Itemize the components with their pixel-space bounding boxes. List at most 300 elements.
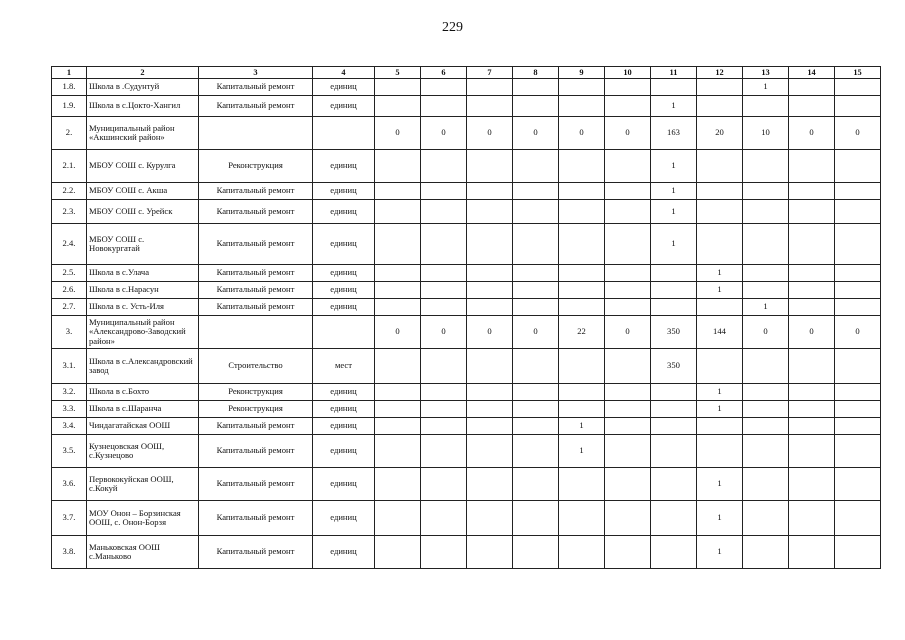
value-cell — [513, 224, 559, 265]
row-number: 2.2. — [52, 183, 87, 200]
value-cell — [835, 224, 881, 265]
value-cell: 1 — [743, 79, 789, 96]
value-cell — [743, 468, 789, 501]
unit: единиц — [313, 200, 375, 224]
value-cell — [375, 435, 421, 468]
value-cell: 1 — [697, 536, 743, 569]
row-number: 2.3. — [52, 200, 87, 224]
value-cell — [835, 349, 881, 384]
value-cell — [605, 183, 651, 200]
value-cell — [789, 265, 835, 282]
unit: единиц — [313, 435, 375, 468]
value-cell: 1 — [697, 282, 743, 299]
row-number: 3. — [52, 316, 87, 349]
value-cell — [743, 224, 789, 265]
row-number: 3.4. — [52, 418, 87, 435]
value-cell — [421, 536, 467, 569]
value-cell — [513, 468, 559, 501]
value-cell — [421, 282, 467, 299]
column-header: 13 — [743, 67, 789, 79]
value-cell — [467, 299, 513, 316]
value-cell — [651, 501, 697, 536]
unit — [313, 117, 375, 150]
value-cell — [697, 349, 743, 384]
value-cell — [467, 282, 513, 299]
unit: единиц — [313, 384, 375, 401]
value-cell: 1 — [743, 299, 789, 316]
value-cell — [375, 150, 421, 183]
value-cell — [559, 224, 605, 265]
value-cell — [789, 200, 835, 224]
unit: мест — [313, 349, 375, 384]
value-cell: 1 — [697, 401, 743, 418]
value-cell — [375, 501, 421, 536]
value-cell: 20 — [697, 117, 743, 150]
value-cell — [605, 501, 651, 536]
value-cell — [467, 435, 513, 468]
value-cell: 1 — [559, 418, 605, 435]
value-cell — [697, 418, 743, 435]
value-cell — [789, 468, 835, 501]
value-cell — [651, 468, 697, 501]
value-cell — [743, 401, 789, 418]
value-cell — [605, 224, 651, 265]
data-table — [51, 66, 881, 569]
value-cell — [743, 418, 789, 435]
value-cell — [559, 468, 605, 501]
value-cell — [605, 299, 651, 316]
object-name: Маньковская ООШ с.Маньково — [87, 536, 199, 569]
column-header: 2 — [87, 67, 199, 79]
value-cell: 0 — [421, 117, 467, 150]
value-cell — [559, 150, 605, 183]
table-row — [52, 265, 881, 282]
column-header: 6 — [421, 67, 467, 79]
unit: единиц — [313, 418, 375, 435]
object-name: МБОУ СОШ с. Курулга — [87, 150, 199, 183]
value-cell — [835, 401, 881, 418]
value-cell — [513, 79, 559, 96]
value-cell — [467, 536, 513, 569]
object-name: Школа в с.Александровский завод — [87, 349, 199, 384]
table-row — [52, 418, 881, 435]
value-cell — [605, 349, 651, 384]
value-cell — [789, 501, 835, 536]
value-cell: 1 — [697, 384, 743, 401]
value-cell — [559, 200, 605, 224]
value-cell: 1 — [651, 224, 697, 265]
value-cell — [605, 384, 651, 401]
value-cell — [697, 200, 743, 224]
unit: единиц — [313, 501, 375, 536]
column-header: 9 — [559, 67, 605, 79]
column-header: 11 — [651, 67, 697, 79]
table-row — [52, 401, 881, 418]
work-type: Капитальный ремонт — [199, 265, 313, 282]
value-cell — [559, 349, 605, 384]
value-cell — [421, 384, 467, 401]
value-cell: 0 — [513, 316, 559, 349]
object-name: Кузнецовская ООШ, с.Кузнецово — [87, 435, 199, 468]
value-cell — [835, 200, 881, 224]
value-cell — [605, 150, 651, 183]
column-header: 7 — [467, 67, 513, 79]
value-cell — [789, 384, 835, 401]
unit: единиц — [313, 79, 375, 96]
table-row — [52, 79, 881, 96]
object-name: Школа в с. Усть-Иля — [87, 299, 199, 316]
work-type — [199, 117, 313, 150]
value-cell — [559, 501, 605, 536]
value-cell — [697, 435, 743, 468]
object-name: МБОУ СОШ с. Новокургатай — [87, 224, 199, 265]
value-cell: 1 — [651, 150, 697, 183]
value-cell — [697, 183, 743, 200]
object-name: Школа в с.Улача — [87, 265, 199, 282]
value-cell — [789, 401, 835, 418]
row-number: 3.7. — [52, 501, 87, 536]
value-cell — [375, 418, 421, 435]
table-row — [52, 435, 881, 468]
value-cell — [467, 96, 513, 117]
object-name: Школа в с.Шаранча — [87, 401, 199, 418]
value-cell: 144 — [697, 316, 743, 349]
value-cell — [743, 536, 789, 569]
table-row — [52, 299, 881, 316]
unit: единиц — [313, 150, 375, 183]
value-cell — [513, 200, 559, 224]
work-type: Капитальный ремонт — [199, 224, 313, 265]
value-cell — [697, 299, 743, 316]
value-cell — [375, 224, 421, 265]
value-cell — [835, 435, 881, 468]
row-number: 2.1. — [52, 150, 87, 183]
value-cell — [375, 96, 421, 117]
value-cell — [467, 349, 513, 384]
value-cell — [789, 418, 835, 435]
table-row — [52, 224, 881, 265]
value-cell: 0 — [605, 316, 651, 349]
value-cell: 1 — [651, 96, 697, 117]
table-body — [52, 79, 881, 569]
value-cell — [421, 224, 467, 265]
value-cell — [421, 79, 467, 96]
value-cell — [743, 96, 789, 117]
value-cell — [605, 282, 651, 299]
value-cell — [743, 265, 789, 282]
value-cell: 163 — [651, 117, 697, 150]
table-row — [52, 384, 881, 401]
header-row — [52, 67, 881, 79]
value-cell — [743, 435, 789, 468]
value-cell — [421, 265, 467, 282]
column-header: 1 — [52, 67, 87, 79]
value-cell — [743, 200, 789, 224]
value-cell — [513, 349, 559, 384]
work-type: Реконструкция — [199, 384, 313, 401]
value-cell — [375, 282, 421, 299]
value-cell — [835, 150, 881, 183]
row-number: 2.4. — [52, 224, 87, 265]
value-cell — [467, 200, 513, 224]
value-cell — [513, 501, 559, 536]
unit: единиц — [313, 299, 375, 316]
value-cell — [697, 79, 743, 96]
work-type: Капитальный ремонт — [199, 282, 313, 299]
value-cell: 0 — [605, 117, 651, 150]
row-number: 3.1. — [52, 349, 87, 384]
value-cell — [559, 401, 605, 418]
column-header: 15 — [835, 67, 881, 79]
object-name: МБОУ СОШ с. Акша — [87, 183, 199, 200]
value-cell — [421, 150, 467, 183]
value-cell — [467, 501, 513, 536]
value-cell — [835, 183, 881, 200]
unit: единиц — [313, 183, 375, 200]
value-cell — [375, 401, 421, 418]
value-cell — [789, 299, 835, 316]
value-cell — [513, 282, 559, 299]
value-cell — [421, 200, 467, 224]
value-cell — [743, 183, 789, 200]
value-cell — [421, 468, 467, 501]
column-header: 8 — [513, 67, 559, 79]
table-row — [52, 468, 881, 501]
value-cell: 0 — [375, 316, 421, 349]
value-cell: 0 — [835, 117, 881, 150]
value-cell — [375, 79, 421, 96]
value-cell — [375, 384, 421, 401]
value-cell — [513, 418, 559, 435]
value-cell: 350 — [651, 349, 697, 384]
value-cell — [467, 79, 513, 96]
row-number: 2. — [52, 117, 87, 150]
value-cell: 0 — [835, 316, 881, 349]
value-cell — [789, 224, 835, 265]
value-cell — [743, 501, 789, 536]
value-cell — [789, 79, 835, 96]
value-cell — [789, 183, 835, 200]
column-header: 5 — [375, 67, 421, 79]
work-type: Капитальный ремонт — [199, 418, 313, 435]
value-cell — [835, 282, 881, 299]
unit: единиц — [313, 224, 375, 265]
value-cell — [835, 468, 881, 501]
table-row — [52, 96, 881, 117]
value-cell — [651, 401, 697, 418]
table-row — [52, 282, 881, 299]
object-name: Чиндагатайская ООШ — [87, 418, 199, 435]
value-cell — [789, 536, 835, 569]
value-cell — [697, 224, 743, 265]
work-type: Капитальный ремонт — [199, 501, 313, 536]
value-cell — [835, 79, 881, 96]
value-cell — [467, 401, 513, 418]
object-name: Школа в с.Нарасун — [87, 282, 199, 299]
work-type: Капитальный ремонт — [199, 96, 313, 117]
value-cell: 1 — [559, 435, 605, 468]
value-cell — [605, 265, 651, 282]
value-cell — [743, 150, 789, 183]
value-cell — [835, 418, 881, 435]
value-cell: 1 — [697, 265, 743, 282]
value-cell — [789, 435, 835, 468]
column-header: 10 — [605, 67, 651, 79]
value-cell — [697, 96, 743, 117]
table-row — [52, 200, 881, 224]
value-cell — [651, 384, 697, 401]
value-cell — [835, 96, 881, 117]
value-cell — [605, 79, 651, 96]
value-cell: 0 — [467, 117, 513, 150]
value-cell — [651, 536, 697, 569]
work-type: Капитальный ремонт — [199, 183, 313, 200]
value-cell: 0 — [421, 316, 467, 349]
value-cell — [421, 183, 467, 200]
work-type: Капитальный ремонт — [199, 200, 313, 224]
row-number: 2.6. — [52, 282, 87, 299]
value-cell — [513, 150, 559, 183]
value-cell — [605, 536, 651, 569]
value-cell: 22 — [559, 316, 605, 349]
work-type: Капитальный ремонт — [199, 299, 313, 316]
object-name: Школа в .Судунтуй — [87, 79, 199, 96]
value-cell — [513, 435, 559, 468]
value-cell — [513, 96, 559, 117]
value-cell — [421, 435, 467, 468]
value-cell — [421, 401, 467, 418]
value-cell — [513, 183, 559, 200]
value-cell — [467, 183, 513, 200]
value-cell — [513, 265, 559, 282]
value-cell — [467, 418, 513, 435]
table-row — [52, 349, 881, 384]
work-type — [199, 316, 313, 349]
value-cell — [375, 349, 421, 384]
value-cell — [743, 349, 789, 384]
object-name: МБОУ СОШ с. Урейск — [87, 200, 199, 224]
value-cell — [375, 299, 421, 316]
row-number: 3.6. — [52, 468, 87, 501]
value-cell: 1 — [651, 183, 697, 200]
value-cell — [559, 384, 605, 401]
value-cell — [605, 418, 651, 435]
value-cell: 1 — [697, 501, 743, 536]
object-name: Муниципальный район «Александрово-Заводский район» — [87, 316, 199, 349]
row-number: 2.5. — [52, 265, 87, 282]
unit: единиц — [313, 282, 375, 299]
object-name: Первококуйская ООШ, с.Кокуй — [87, 468, 199, 501]
object-name: Муниципальный район «Акшинский район» — [87, 117, 199, 150]
value-cell — [651, 79, 697, 96]
work-type: Капитальный ремонт — [199, 536, 313, 569]
row-number: 1.8. — [52, 79, 87, 96]
column-header: 14 — [789, 67, 835, 79]
value-cell — [421, 349, 467, 384]
value-cell — [375, 265, 421, 282]
value-cell — [421, 299, 467, 316]
object-name: Школа в с.Бохто — [87, 384, 199, 401]
table-row — [52, 117, 881, 150]
value-cell — [835, 536, 881, 569]
value-cell — [421, 96, 467, 117]
row-number: 3.2. — [52, 384, 87, 401]
value-cell — [605, 401, 651, 418]
value-cell — [559, 536, 605, 569]
value-cell: 1 — [697, 468, 743, 501]
value-cell — [789, 349, 835, 384]
work-type: Реконструкция — [199, 401, 313, 418]
work-type: Капитальный ремонт — [199, 79, 313, 96]
value-cell: 350 — [651, 316, 697, 349]
value-cell: 0 — [467, 316, 513, 349]
value-cell: 0 — [375, 117, 421, 150]
value-cell — [559, 96, 605, 117]
value-cell — [789, 282, 835, 299]
value-cell — [651, 435, 697, 468]
value-cell: 1 — [651, 200, 697, 224]
work-type: Строительство — [199, 349, 313, 384]
value-cell — [375, 468, 421, 501]
value-cell — [559, 265, 605, 282]
table-row — [52, 536, 881, 569]
value-cell — [835, 384, 881, 401]
value-cell — [467, 384, 513, 401]
value-cell: 0 — [559, 117, 605, 150]
value-cell — [467, 224, 513, 265]
unit: единиц — [313, 401, 375, 418]
value-cell — [651, 299, 697, 316]
row-number: 3.3. — [52, 401, 87, 418]
value-cell: 0 — [789, 117, 835, 150]
value-cell — [835, 299, 881, 316]
value-cell: 0 — [789, 316, 835, 349]
value-cell — [513, 536, 559, 569]
value-cell — [743, 384, 789, 401]
value-cell — [651, 265, 697, 282]
value-cell — [605, 96, 651, 117]
work-type: Капитальный ремонт — [199, 468, 313, 501]
object-name: Школа в с.Цокто-Хангил — [87, 96, 199, 117]
value-cell — [605, 200, 651, 224]
value-cell — [651, 418, 697, 435]
row-number: 1.9. — [52, 96, 87, 117]
object-name: МОУ Онон – Борзинская ООШ, с. Онон-Борзя — [87, 501, 199, 536]
value-cell — [651, 282, 697, 299]
value-cell — [789, 150, 835, 183]
value-cell — [559, 79, 605, 96]
value-cell — [835, 265, 881, 282]
work-type: Капитальный ремонт — [199, 435, 313, 468]
row-number: 3.8. — [52, 536, 87, 569]
value-cell: 10 — [743, 117, 789, 150]
column-header: 4 — [313, 67, 375, 79]
value-cell — [605, 435, 651, 468]
value-cell — [513, 299, 559, 316]
table-row — [52, 150, 881, 183]
unit: единиц — [313, 536, 375, 569]
value-cell — [467, 150, 513, 183]
value-cell — [421, 501, 467, 536]
page-number: 229 — [442, 20, 463, 35]
value-cell — [559, 299, 605, 316]
value-cell — [697, 150, 743, 183]
value-cell — [513, 401, 559, 418]
row-number: 3.5. — [52, 435, 87, 468]
column-header: 12 — [697, 67, 743, 79]
value-cell — [835, 501, 881, 536]
value-cell — [375, 536, 421, 569]
